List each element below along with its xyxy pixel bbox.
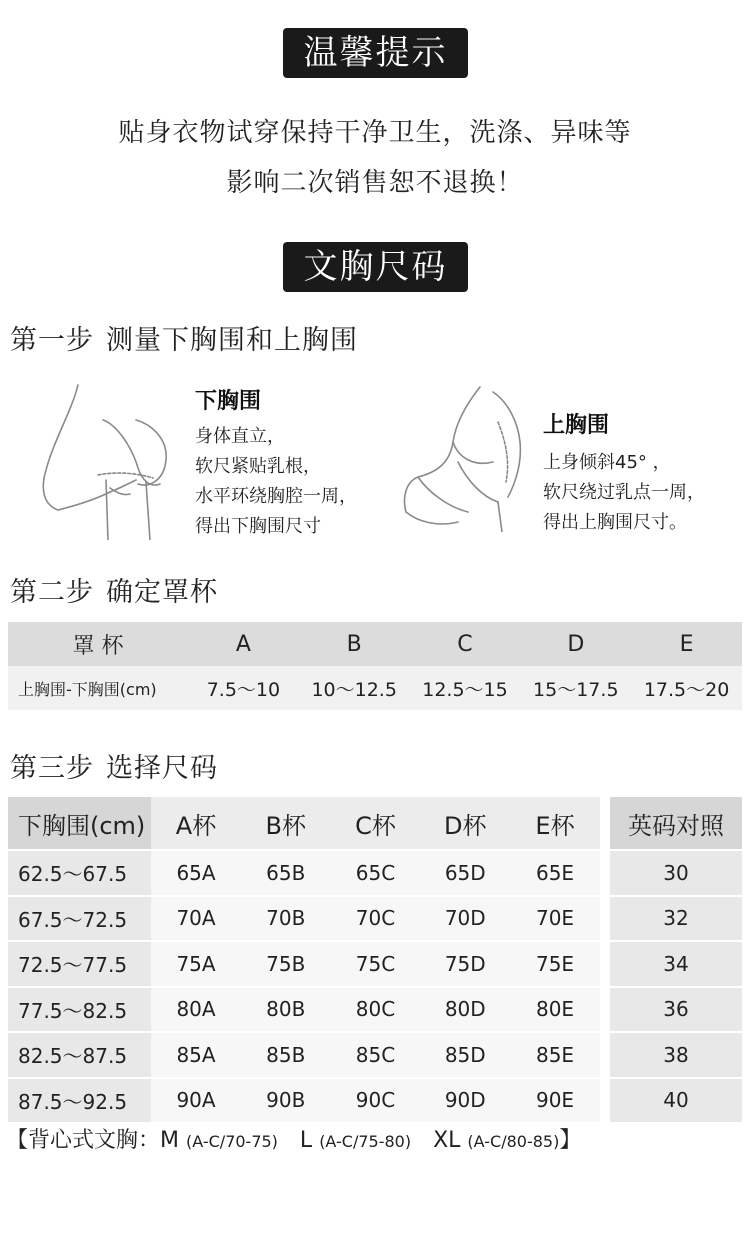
size-a: 75A: [151, 940, 241, 986]
size-header-a: A杯: [151, 797, 241, 849]
under-bust-line-2: 软尺紧贴乳根，: [195, 456, 321, 477]
footnote-size-m: M: [160, 1128, 180, 1153]
over-bust-title: 上胸围: [543, 413, 610, 438]
cup-table-row: [8, 666, 742, 710]
step3-text: 选择尺码: [106, 753, 218, 784]
under-bust-range: 62.5～67.5: [8, 849, 151, 895]
size-b: 70B: [241, 895, 331, 941]
bra-size-title: 文胸尺码: [283, 242, 468, 292]
size-d: 75D: [420, 940, 510, 986]
table-row: [8, 986, 742, 1032]
cup-header-e: E: [679, 631, 694, 657]
uk-code: 38: [610, 1031, 742, 1077]
footnote-size-l: L: [299, 1128, 313, 1153]
under-bust-line-3: 水平环绕胸腔一周，: [195, 486, 357, 507]
over-bust-illustration: [398, 382, 528, 532]
under-bust-illustration: [38, 380, 173, 540]
under-bust-line-1: 身体直立，: [195, 426, 285, 447]
size-b: 80B: [241, 986, 331, 1032]
notice-line-1: 贴身衣物试穿保持干净卫生，洗涤、异味等: [118, 118, 632, 148]
size-e: 85E: [510, 1031, 600, 1077]
uk-code: 40: [610, 1077, 742, 1123]
size-table: [8, 797, 742, 1122]
size-header-c: C杯: [331, 797, 421, 849]
cup-range-d: 15～17.5: [533, 678, 619, 701]
over-bust-line-2: 软尺绕过乳点一周，: [543, 482, 705, 503]
table-row: [8, 1077, 742, 1123]
over-bust-line-3: 得出上胸围尺寸。: [543, 512, 687, 533]
size-b: 65B: [241, 849, 331, 895]
step1-label: 第一步: [10, 325, 94, 356]
cup-table: [8, 622, 742, 710]
size-e: 70E: [510, 895, 600, 941]
cup-header-d: D: [567, 631, 585, 657]
size-d: 70D: [420, 895, 510, 941]
uk-code: 34: [610, 940, 742, 986]
footnote-label: 背心式文胸：: [28, 1128, 161, 1153]
under-bust-range: 72.5～77.5: [8, 940, 151, 986]
under-bust-range: 87.5～92.5: [8, 1077, 151, 1123]
size-e: 90E: [510, 1077, 600, 1123]
vest-bra-footnote: [6, 1123, 581, 1154]
size-header-uk: 英码对照: [610, 797, 742, 849]
under-bust-title: 下胸围: [195, 389, 262, 414]
footnote-open-bracket: 【: [6, 1128, 29, 1153]
uk-code: 36: [610, 986, 742, 1032]
size-header-under-bust: 下胸围(cm): [8, 797, 151, 849]
step3-label: 第三步: [10, 753, 94, 784]
footnote-close-bracket: 】: [559, 1128, 582, 1153]
size-a: 90A: [151, 1077, 241, 1123]
under-bust-range: 82.5～87.5: [8, 1031, 151, 1077]
step2-text: 确定罩杯: [106, 577, 218, 608]
step3-title: [10, 746, 218, 785]
cup-header-a: A: [235, 631, 251, 657]
cup-range-e: 17.5～20: [643, 678, 730, 701]
footnote-range-xl: (A-C/80-85): [467, 1132, 560, 1151]
size-c: 85C: [331, 1031, 421, 1077]
table-row: [8, 940, 742, 986]
cup-range-a: 7.5～10: [206, 678, 281, 701]
cup-header-b: B: [346, 631, 362, 657]
size-c: 65C: [331, 849, 421, 895]
size-d: 80D: [420, 986, 510, 1032]
size-a: 85A: [151, 1031, 241, 1077]
size-c: 90C: [331, 1077, 421, 1123]
size-d: 85D: [420, 1031, 510, 1077]
cup-range-b: 10～12.5: [311, 678, 397, 701]
size-table-header: [8, 797, 742, 849]
size-b: 85B: [241, 1031, 331, 1077]
size-header-e: E杯: [510, 797, 600, 849]
cup-row-label: 上胸围-下胸围(cm): [18, 679, 157, 699]
step2-label: 第二步: [10, 577, 94, 608]
size-a: 80A: [151, 986, 241, 1032]
under-bust-line-4: 得出下胸围尺寸: [195, 516, 321, 537]
cup-table-header: [8, 622, 742, 666]
under-bust-range: 77.5～82.5: [8, 986, 151, 1032]
footnote-range-l: (A-C/75-80): [319, 1132, 412, 1151]
cup-header-label: 罩 杯: [72, 633, 124, 659]
size-e: 75E: [510, 940, 600, 986]
step1-title: [10, 318, 358, 357]
table-row: [8, 849, 742, 895]
size-c: 70C: [331, 895, 421, 941]
step1-text: 测量下胸围和上胸围: [106, 325, 358, 356]
cup-range-c: 12.5～15: [422, 678, 508, 701]
size-c: 80C: [331, 986, 421, 1032]
uk-code: 32: [610, 895, 742, 941]
over-bust-line-1: 上身倾斜45° ，: [543, 452, 671, 473]
footnote-size-xl: XL: [433, 1128, 461, 1153]
table-row: [8, 1031, 742, 1077]
size-d: 65D: [420, 849, 510, 895]
under-bust-range: 67.5～72.5: [8, 895, 151, 941]
size-e: 65E: [510, 849, 600, 895]
notice-title: 温馨提示: [283, 28, 468, 78]
size-c: 75C: [331, 940, 421, 986]
uk-code: 30: [610, 849, 742, 895]
size-a: 70A: [151, 895, 241, 941]
cup-header-c: C: [457, 631, 473, 657]
size-e: 80E: [510, 986, 600, 1032]
size-b: 75B: [241, 940, 331, 986]
size-header-d: D杯: [420, 797, 510, 849]
notice-line-2: 影响二次销售恕不退换！: [226, 168, 524, 198]
size-header-b: B杯: [241, 797, 331, 849]
size-d: 90D: [420, 1077, 510, 1123]
size-b: 90B: [241, 1077, 331, 1123]
size-a: 65A: [151, 849, 241, 895]
step2-title: [10, 570, 218, 609]
table-row: [8, 895, 742, 941]
footnote-range-m: (A-C/70-75): [186, 1132, 278, 1151]
